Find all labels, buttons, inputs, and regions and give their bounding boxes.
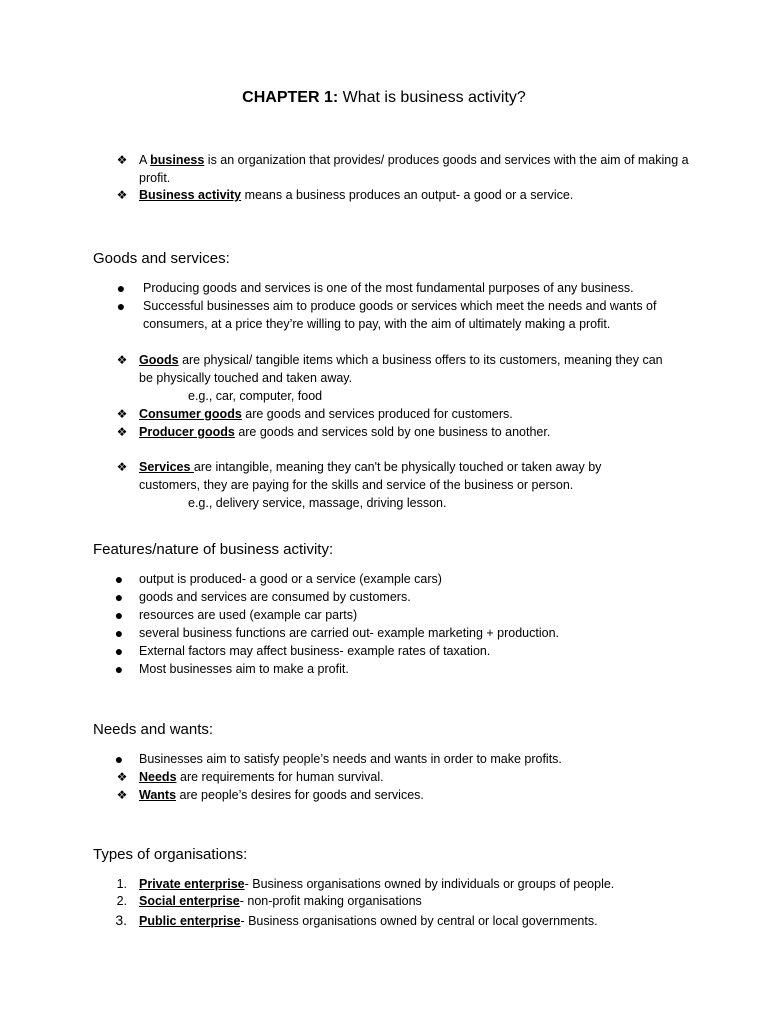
diamond-bullet-icon: ❖ — [116, 425, 128, 439]
list-item: Social enterprise- non-profit making organisations — [139, 894, 422, 908]
title-rest: What is business activity? — [338, 89, 526, 106]
term-public-enterprise: Public enterprise — [139, 914, 241, 928]
diamond-bullet-icon: ❖ — [116, 788, 128, 802]
bullet-dot-icon: ● — [116, 280, 126, 296]
list-item: goods and services are consumed by customers. — [139, 590, 411, 604]
diamond-bullet-icon: ❖ — [116, 188, 128, 202]
list-number: 3. — [115, 912, 127, 928]
term-wants: Wants — [139, 788, 177, 802]
list-item: Producer goods are goods and services sold by one business to another. — [139, 425, 551, 439]
term-services: Services — [139, 460, 194, 474]
list-item: Successful businesses aim to produce goods or services which meet the needs and wants of consumers, at a price they’re willing to pay, with the aim of ultimately making a profit. — [143, 299, 657, 331]
term-goods: Goods — [139, 353, 179, 367]
list-item: External factors may affect business- example rates of taxation. — [139, 644, 491, 658]
list-item: A business is an organization that provides/ produces goods and services with the aim of making a profit. — [139, 153, 689, 185]
list-item: Business activity means a business produces an output- a good or a service. — [139, 188, 574, 202]
diamond-bullet-icon: ❖ — [116, 353, 128, 367]
list-item: resources are used (example car parts) — [139, 608, 358, 622]
term-consumer-goods: Consumer goods — [139, 407, 242, 421]
bullet-dot-icon: ● — [114, 571, 124, 587]
bullet-dot-icon: ● — [116, 298, 126, 314]
diamond-bullet-icon: ❖ — [116, 153, 128, 167]
list-item: Needs are requirements for human survival. — [139, 770, 384, 784]
section-heading-goods-services: Goods and services: — [93, 250, 230, 267]
list-item: Producing goods and services is one of the most fundamental purposes of any business. — [143, 281, 634, 295]
title-bold: CHAPTER 1: — [242, 89, 339, 106]
list-item: Businesses aim to satisfy people’s needs and wants in order to make profits. — [139, 752, 562, 766]
list-number: 1. — [116, 877, 127, 891]
section-heading-needs-wants: Needs and wants: — [93, 721, 214, 738]
list-item: Private enterprise- Business organisations owned by individuals or groups of people. — [139, 877, 615, 891]
list-item: Wants are people’s desires for goods and services. — [139, 788, 424, 802]
list-number: 2. — [116, 894, 127, 908]
list-item: several business functions are carried out- example marketing + production. — [139, 626, 560, 640]
section-heading-features: Features/nature of business activity: — [93, 541, 334, 558]
bullet-dot-icon: ● — [114, 589, 124, 605]
list-item: Consumer goods are goods and services produced for customers. — [139, 407, 513, 421]
list-item: Most businesses aim to make a profit. — [139, 662, 349, 676]
term-social-enterprise: Social enterprise — [139, 894, 240, 908]
bullet-dot-icon: ● — [114, 625, 124, 641]
term-producer-goods: Producer goods — [139, 425, 235, 439]
list-item: Public enterprise- Business organisations owned by central or local governments. — [139, 914, 598, 928]
page-title — [0, 88, 768, 108]
term-business-activity: Business activity — [139, 188, 242, 202]
diamond-bullet-icon: ❖ — [116, 460, 128, 474]
term-private-enterprise: Private enterprise — [139, 877, 245, 891]
example-text: e.g., car, computer, food — [188, 389, 323, 403]
bullet-dot-icon: ● — [114, 643, 124, 659]
term-needs: Needs — [139, 770, 177, 784]
example-text: e.g., delivery service, massage, driving lesson. — [188, 496, 447, 510]
section-heading-organisations: Types of organisations: — [93, 846, 248, 863]
bullet-dot-icon: ● — [114, 607, 124, 623]
list-item: Services are intangible, meaning they can't be physically touched or taken away by customers, they are paying for the skills and service of the business or person. — [139, 460, 602, 492]
bullet-dot-icon: ● — [114, 661, 124, 677]
diamond-bullet-icon: ❖ — [116, 407, 128, 421]
term-business: business — [150, 153, 205, 167]
list-item: output is produced- a good or a service (example cars) — [139, 572, 442, 586]
bullet-dot-icon: ● — [114, 751, 124, 767]
diamond-bullet-icon: ❖ — [116, 770, 128, 784]
list-item: Goods are physical/ tangible items which a business offers to its customers, meaning they can be physically touched and taken away. — [139, 353, 663, 385]
